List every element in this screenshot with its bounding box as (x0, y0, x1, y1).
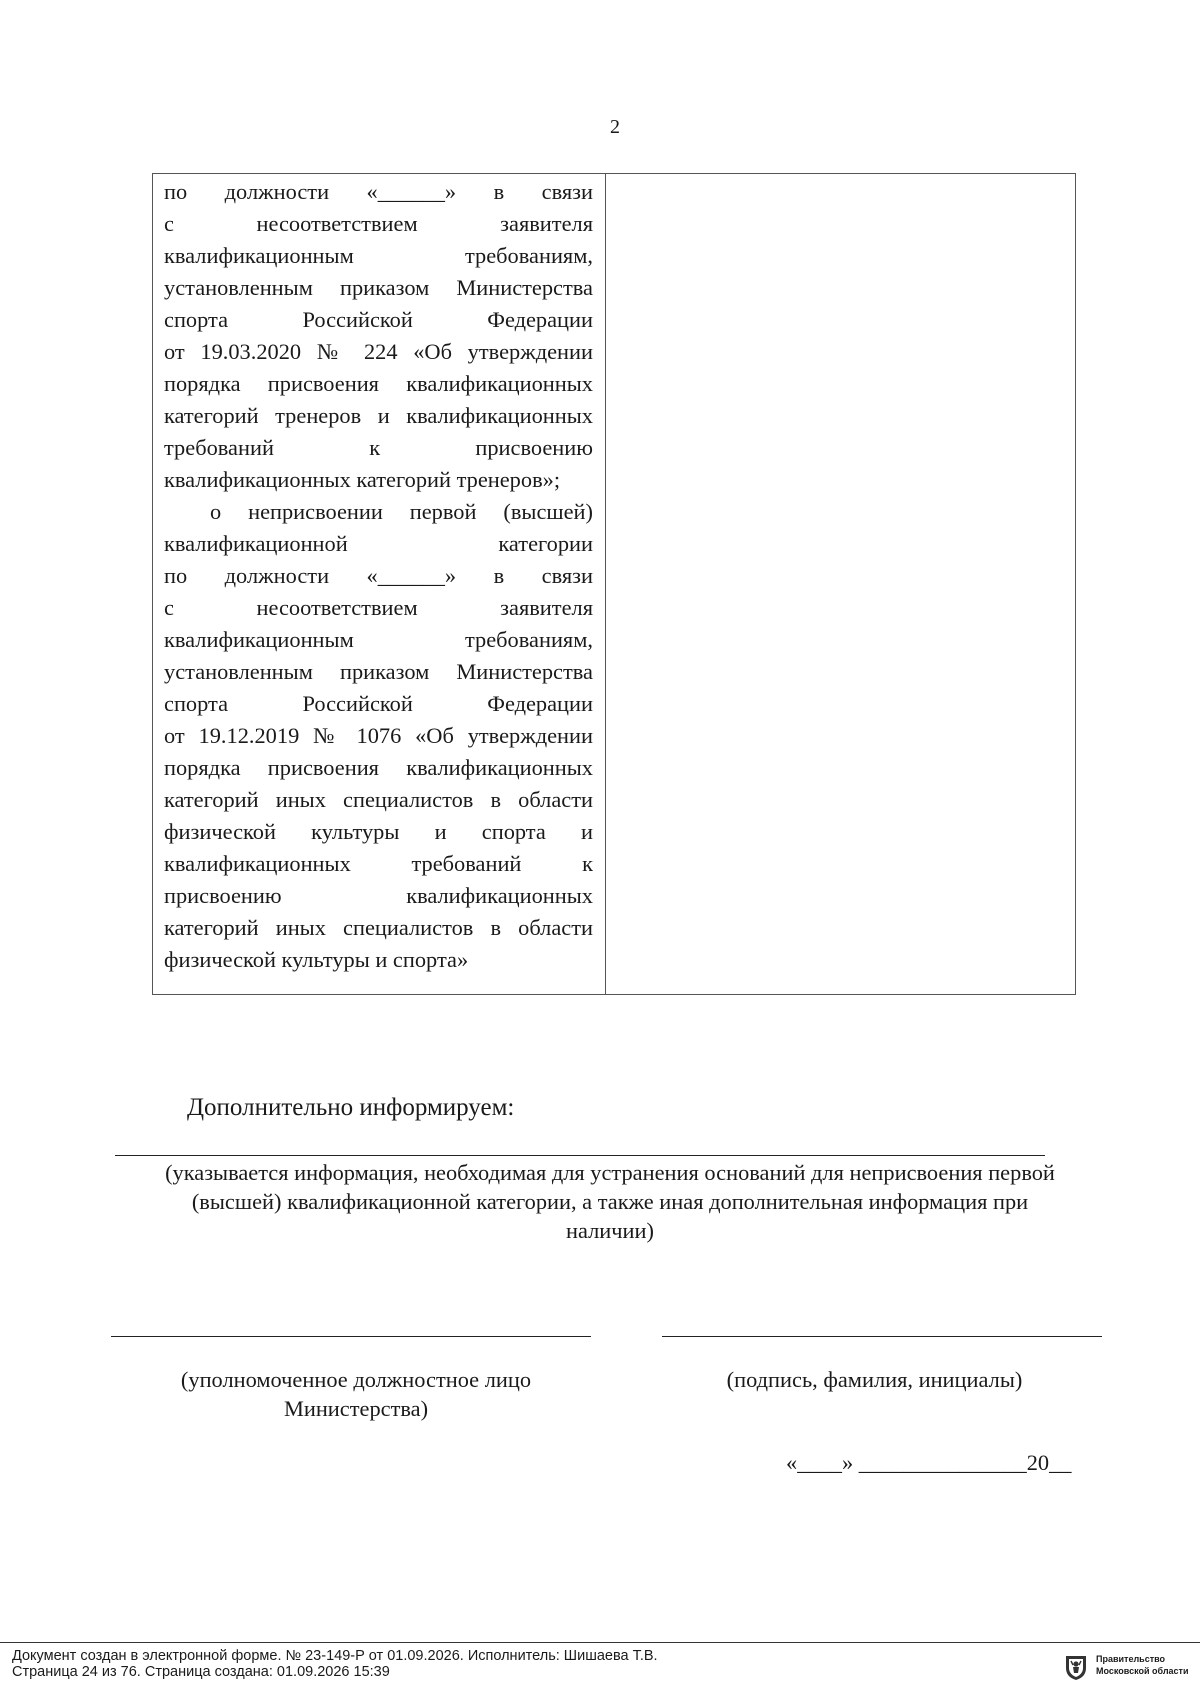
footer-line: Страница 24 из 76. Страница создана: 01.09.2026 15:39 (12, 1664, 390, 1680)
signature-caption: (подпись, фамилия, инициалы) (726, 1367, 1023, 1392)
footer-org-line: Московской области (1096, 1666, 1189, 1676)
table-text-line: квалификационных категорий тренеров»; (164, 467, 561, 492)
table-text-line: квалификационной категории (164, 531, 593, 556)
footer-info (12, 1648, 658, 1680)
table-text-line: с несоответствием заявителя (164, 211, 593, 236)
footer-line: Документ создан в электронной форме. № 23-149-Р от 01.09.2026. Исполнитель: Шишаева Т.В. (12, 1648, 658, 1664)
signature-line (662, 1336, 1102, 1337)
table-text-line: о неприсвоении первой (высшей) (210, 499, 593, 524)
additional-info-hint (110, 1158, 1110, 1245)
table-text-line: физической культуры и спорта» (164, 947, 469, 972)
table-text-line: установленным приказом Министерства (164, 275, 593, 300)
table-text-line: порядка присвоения квалификационных (164, 371, 593, 396)
table-text-line: по должности «______» в связи (164, 563, 593, 588)
table-text-line: квалификационным требованиям, (164, 243, 593, 268)
table-row (153, 174, 1076, 995)
table-cell-empty (606, 174, 1076, 995)
table-text-line: квалификационным требованиям, (164, 627, 593, 652)
decision-table (152, 173, 1076, 995)
additional-info-heading: Дополнительно информируем: (187, 1094, 515, 1121)
coat-of-arms-icon (1063, 1653, 1089, 1681)
table-text-line: присвоению квалификационных (164, 883, 593, 908)
table-text-line: по должности «______» в связи (164, 179, 593, 204)
footer-org-line: Правительство (1096, 1654, 1166, 1664)
official-caption-line: Министерства) (283, 1396, 429, 1421)
table-text-line: от 19.12.2019 № 1076 «Об утверждении (164, 723, 593, 748)
table-text-line: категорий иных специалистов в области (164, 915, 593, 940)
table-text-line: категорий иных специалистов в области (164, 787, 593, 812)
table-text-line: требований к присвоению (164, 435, 593, 460)
table-text-line: установленным приказом Министерства (164, 659, 593, 684)
date-field: «____» _______________20__ (786, 1450, 1072, 1475)
footer-divider (0, 1642, 1200, 1643)
hint-line: наличии) (566, 1218, 654, 1243)
table-text-line: спорта Российской Федерации (164, 307, 593, 332)
hint-line: (высшей) квалификационной категории, а также иная дополнительная информация при (191, 1189, 1029, 1214)
official-signature-line (111, 1336, 591, 1337)
table-text-line: физической культуры и спорта и (164, 819, 593, 844)
footer-organization (1096, 1653, 1189, 1677)
table-cell-text (153, 174, 606, 995)
table-text-line: категорий тренеров и квалификационных (164, 403, 593, 428)
table-text-line: спорта Российской Федерации (164, 691, 593, 716)
official-caption (111, 1365, 601, 1423)
table-text-line: с несоответствием заявителя (164, 595, 593, 620)
hint-line: (указывается информация, необходимая для устранения оснований для неприсвоения первой (165, 1160, 1055, 1185)
page-number: 2 (610, 116, 620, 138)
official-caption-line: (уполномоченное должностное лицо (180, 1367, 532, 1392)
table-text-line: от 19.03.2020 № 224 «Об утверждении (164, 339, 593, 364)
additional-info-line (115, 1155, 1045, 1156)
table-text-line: квалификационных требований к (164, 851, 593, 876)
table-text-line: порядка присвоения квалификационных (164, 755, 593, 780)
